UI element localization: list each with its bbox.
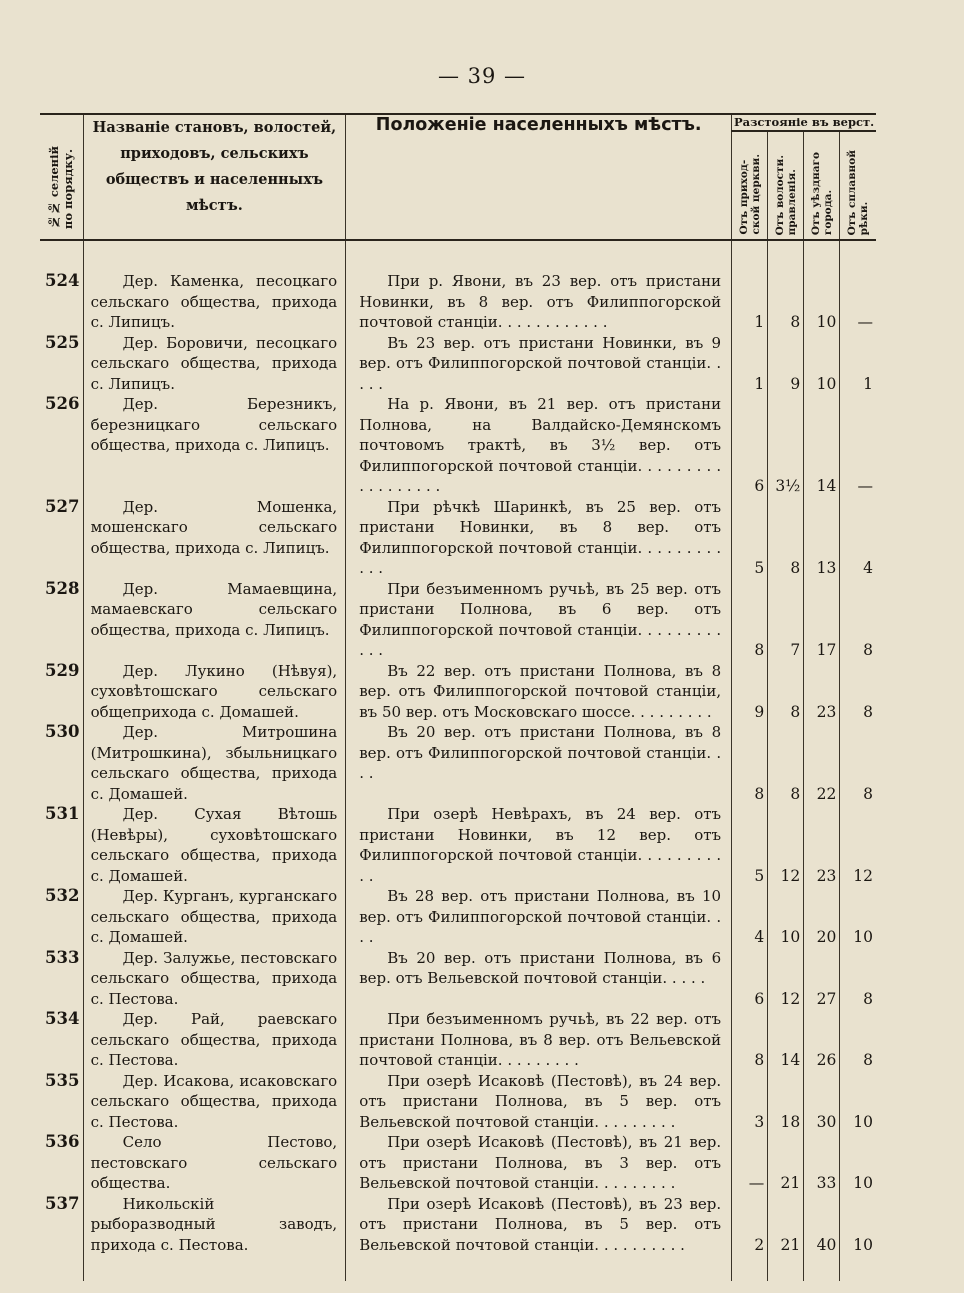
dist-church: 9 (732, 661, 768, 723)
table-row (40, 1132, 876, 1194)
settlement-name: Дер. Исакова, исаковскаго сельскаго общества, прихода с. Пестова. (83, 1071, 346, 1133)
row-number: 528 (40, 579, 83, 661)
settlement-name: Дер. Сухая Вѣтошь (Невѣры), суховѣтошскаго сельскаго общества, прихода с. Домашей. (83, 804, 346, 886)
settlement-name: Дер. Мошенка, мошенскаго сельскаго общества, прихода с. Липицъ. (83, 497, 346, 579)
settlement-name: Дер. Лукино (Нѣвуя), суховѣтошскаго сельскаго общеприхода с. Домашей. (83, 661, 346, 723)
settlement-name: Дер. Боровичи, песоцкаго сельскаго общества, прихода с. Липицъ. (83, 333, 346, 395)
dist-town: 27 (804, 948, 840, 1010)
dist-volost: 8 (768, 661, 804, 723)
dist-volost: 21 (768, 1132, 804, 1194)
table-row (40, 722, 876, 804)
row-number: 537 (40, 1194, 83, 1256)
dist-volost: 18 (768, 1071, 804, 1133)
settlement-name: Никольскій рыборазводный заводъ, прихода с. Пестова. (83, 1194, 346, 1256)
row-number: 531 (40, 804, 83, 886)
dist-river: 1 (863, 374, 873, 393)
settlement-name: Дер. Мамаевщина, мамаевскаго сельскаго общества, прихода с. Липицъ. (83, 579, 346, 661)
dist-river: 10 (853, 1112, 873, 1131)
dist-volost: 8 (768, 497, 804, 579)
dist-river: 10 (853, 1174, 873, 1192)
table-row (40, 1071, 876, 1133)
dist-town: 20 (804, 886, 840, 948)
settlement-position: При рѣчкѣ Шаринкѣ, въ 25 вер. отъ пристани Новинки, въ 8 вер. отъ Филиппогорской почтовой станціи. . . . . . . . . . . . (346, 497, 732, 579)
row-number: 535 (40, 1071, 83, 1133)
dist-church: 3 (732, 1071, 768, 1133)
dist-river: — (857, 313, 873, 331)
dist-town: 13 (804, 497, 840, 579)
settlement-name: Дер. Курганъ, курганскаго сельскаго общества, прихода с. Домашей. (83, 886, 346, 948)
settlement-position: Въ 20 вер. отъ пристани Полнова, въ 6 вер. отъ Вельевской почтовой станціи. . . . . (346, 948, 732, 1010)
settlement-name: Дер. Залужье, пестовскаго сельскаго общества, прихода с. Пестова. (83, 948, 346, 1010)
header-name: Названіе становъ, волостей, приходовъ, сельскихъ обществъ и населенныхъ мѣстъ. (83, 114, 346, 240)
dist-town: 33 (804, 1132, 840, 1194)
settlement-name: Дер. Каменка, песоцкаго сельскаго общества, прихода с. Липицъ. (83, 271, 346, 333)
header-row-number: №№ селеній по порядку. (40, 114, 83, 240)
page-number: — 39 — (437, 64, 527, 88)
dist-church: 1 (732, 333, 768, 395)
row-number: 530 (40, 722, 83, 804)
row-number: 529 (40, 661, 83, 723)
dist-river: 4 (863, 559, 873, 577)
settlement-name: Дер. Рай, раевскаго сельскаго общества, прихода с. Пестова. (83, 1009, 346, 1071)
dist-church: 5 (732, 804, 768, 886)
header-dist-volost: Отъ волости. правленія. (768, 131, 804, 240)
settlement-position: Въ 22 вер. отъ пристани Полнова, въ 8 вер. отъ Филиппогорской почтовой станціи, въ 50 вер. отъ Московскаго шоссе. . . . . . . . . (346, 661, 732, 723)
header-dist-church: Отъ приход- ской церкви. (732, 131, 768, 240)
dist-church: 1 (732, 271, 768, 333)
settlement-position: Въ 28 вер. отъ пристани Полнова, въ 10 вер. отъ Филиппогорской почтовой станціи. . . . (346, 886, 732, 948)
dist-church: 4 (732, 886, 768, 948)
dist-volost: 7 (768, 579, 804, 661)
dist-church: 2 (732, 1194, 768, 1256)
row-number: 526 (40, 394, 83, 497)
dist-town: 26 (804, 1009, 840, 1071)
dist-church: — (732, 1132, 768, 1194)
header-position: Положеніе населенныхъ мѣстъ. (346, 114, 732, 240)
dist-river: 10 (853, 1235, 873, 1254)
header-distance-group: Разстояніе въ верст. (732, 114, 876, 131)
header-dist-river: Отъ сплавной рѣки. (840, 131, 876, 240)
settlement-position: При р. Явони, въ 23 вер. отъ пристани Новинки, въ 8 вер. отъ Филиппогорской почтовой станціи. . . . . . . . . . . . (346, 271, 732, 333)
dist-volost: 3½ (768, 394, 804, 497)
dist-town: 10 (804, 271, 840, 333)
settlement-position: Въ 20 вер. отъ пристани Полнова, въ 8 вер. отъ Филиппогорской почтовой станціи. . . . (346, 722, 732, 804)
dist-church: 6 (732, 394, 768, 497)
settlement-position: Въ 23 вер. отъ пристани Новинки, въ 9 вер. отъ Филиппогорской почтовой станціи. . . . . (346, 333, 732, 395)
settlement-name: Дер. Митрошина (Митрошкина), збыльницкаго сельскаго общества, прихода с. Домашей. (83, 722, 346, 804)
settlement-position: При озерѣ Исаковѣ (Пестовѣ), въ 24 вер. отъ пристани Полнова, въ 5 вер. отъ Вельевской почтовой станціи. . . . . . . . . (346, 1071, 732, 1133)
dist-river: 12 (853, 866, 873, 885)
row-number: 533 (40, 948, 83, 1010)
dist-church: 8 (732, 722, 768, 804)
dist-church: 6 (732, 948, 768, 1010)
settlement-position: При безъименномъ ручьѣ, въ 25 вер. отъ пристани Полнова, въ 6 вер. отъ Филиппогорской почтовой станціи. . . . . . . . . . . . (346, 579, 732, 661)
dist-volost: 8 (768, 271, 804, 333)
table-row (40, 579, 876, 661)
dist-river: 10 (853, 928, 873, 946)
dist-church: 8 (732, 579, 768, 661)
dist-river: 8 (863, 1051, 873, 1069)
table-row (40, 1194, 876, 1256)
dist-town: 23 (804, 804, 840, 886)
row-number: 527 (40, 497, 83, 579)
settlement-position: При озерѣ Исаковѣ (Пестовѣ), въ 23 вер. отъ пристани Полнова, въ 5 вер. отъ Вельевской почтовой станціи. . . . . . . . . . (346, 1194, 732, 1256)
settlement-name: Село Пестово, пестовскаго сельскаго общества. (83, 1132, 346, 1194)
dist-town: 22 (804, 722, 840, 804)
settlement-name: Дер. Березникъ, березницкаго сельскаго общества, прихода с. Липицъ. (83, 394, 346, 497)
dist-town: 14 (804, 394, 840, 497)
dist-volost: 14 (768, 1009, 804, 1071)
dist-volost: 8 (768, 722, 804, 804)
dist-volost: 9 (768, 333, 804, 395)
table-row (40, 333, 876, 395)
dist-river: 8 (863, 989, 873, 1008)
row-number: 534 (40, 1009, 83, 1071)
dist-river: 8 (863, 641, 873, 659)
dist-church: 8 (732, 1009, 768, 1071)
dist-volost: 10 (768, 886, 804, 948)
dist-volost: 12 (768, 804, 804, 886)
dist-volost: 21 (768, 1194, 804, 1256)
settlement-position: При безъименномъ ручьѣ, въ 22 вер. отъ пристани Полнова, въ 8 вер. отъ Вельевской почтовой станціи. . . . . . . . . (346, 1009, 732, 1071)
dist-church: 5 (732, 497, 768, 579)
settlements-table (40, 113, 876, 1281)
settlement-position: На р. Явони, въ 21 вер. отъ пристани Полнова, на Валдайско-Демянскомъ почтовомъ трактѣ, въ 3½ вер. отъ Филиппогорской почтовой станціи. . . . . . . . . . . . . . . . . . (346, 394, 732, 497)
dist-town: 23 (804, 661, 840, 723)
table-row (40, 886, 876, 948)
header-dist-town: Отъ уѣзднаго города. (804, 131, 840, 240)
table-row (40, 1009, 876, 1071)
table-row (40, 271, 876, 333)
table-row (40, 394, 876, 497)
row-number: 536 (40, 1132, 83, 1194)
table-row (40, 497, 876, 579)
row-number: 525 (40, 333, 83, 395)
table-row (40, 661, 876, 723)
row-number: 524 (40, 271, 83, 333)
dist-volost: 12 (768, 948, 804, 1010)
dist-river: — (857, 477, 873, 495)
settlement-position: При озерѣ Невѣрахъ, въ 24 вер. отъ пристани Новинки, въ 12 вер. отъ Филиппогорской почтовой станціи. . . . . . . . . . . (346, 804, 732, 886)
table-row (40, 804, 876, 886)
dist-town: 30 (804, 1071, 840, 1133)
dist-town: 10 (804, 333, 840, 395)
dist-town: 17 (804, 579, 840, 661)
row-number: 532 (40, 886, 83, 948)
settlement-position: При озерѣ Исаковѣ (Пестовѣ), въ 21 вер. отъ пристани Полнова, въ 3 вер. отъ Вельевской почтовой станціи. . . . . . . . . (346, 1132, 732, 1194)
dist-river: 8 (863, 702, 873, 721)
table-row (40, 948, 876, 1010)
dist-town: 40 (804, 1194, 840, 1256)
dist-river: 8 (863, 784, 873, 803)
